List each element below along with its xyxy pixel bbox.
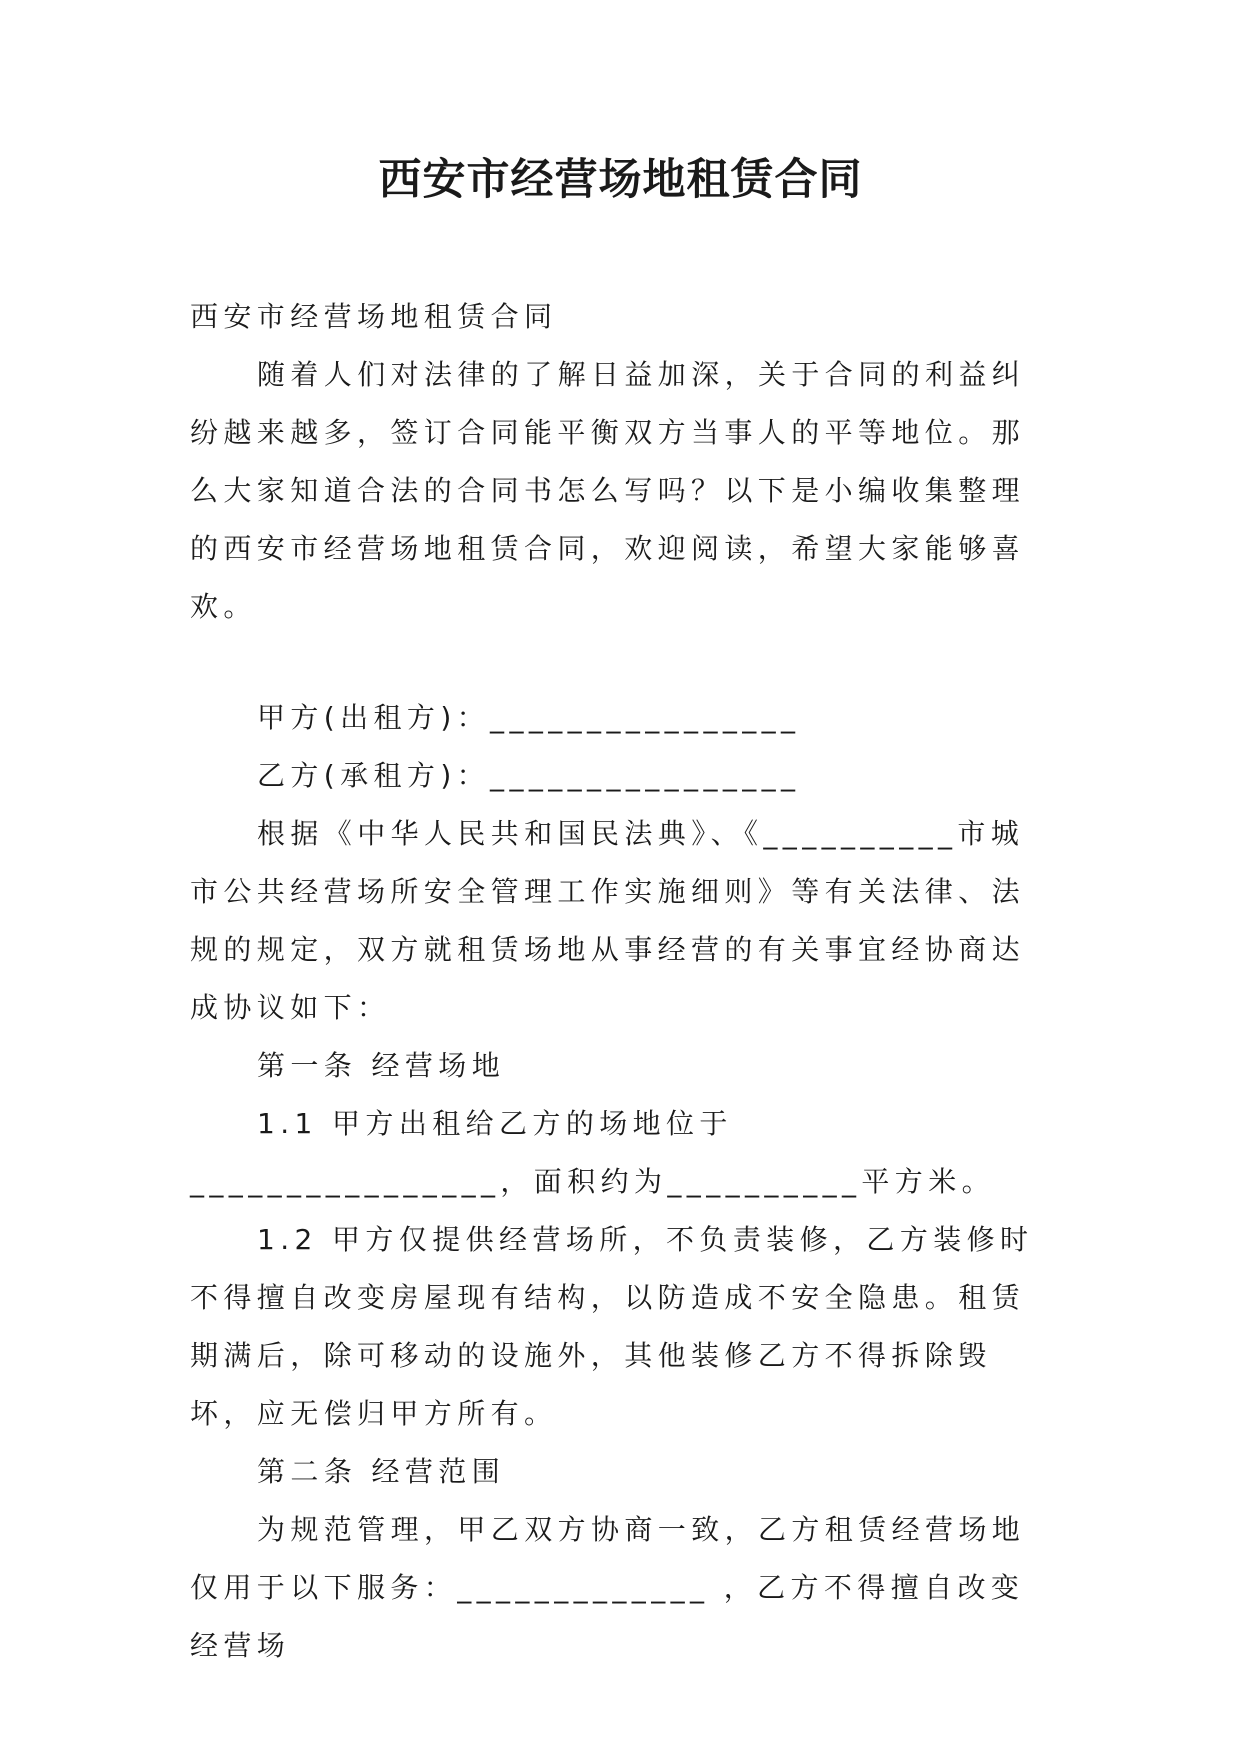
document-body — [190, 288, 1052, 1675]
party-b-line: 乙方(承租方)：________________ — [257, 759, 801, 792]
paragraph-subtitle: 西安市经营场地租赁合同 — [190, 300, 558, 333]
party-a-line: 甲方(出租方)：________________ — [257, 701, 801, 734]
clause-1-2: 1.2 甲方仅提供经营场所，不负责装修，乙方装修时不得擅自改变房屋现有结构，以防造成不安全隐患。租赁期满后，除可移动的设施外，其他装修乙方不得拆除毁坏，应无偿归甲方所有。 — [190, 1223, 1034, 1430]
document-title: 西安市经营场地租赁合同 — [378, 155, 863, 205]
paragraph-spacer — [190, 636, 1052, 689]
clause-1-1: 1.1 甲方出租给乙方的场地位于________________，面积约为__________平方米。 — [190, 1107, 996, 1198]
article-1-heading: 第一条 经营场地 — [257, 1049, 506, 1082]
paragraph-intro: 随着人们对法律的了解日益加深，关于合同的利益纠纷越来越多，签订合同能平衡双方当事人的平等地位。那么大家知道合法的合同书怎么写吗？以下是小编收集整理的西安市经营场地租赁合同，欢迎阅读，希望大家能够喜欢。 — [190, 358, 1026, 623]
article-2-heading: 第二条 经营范围 — [257, 1455, 506, 1488]
paragraph-legal-basis: 根据《中华人民共和国民法典》、《__________市城市公共经营场所安全管理工作实施细则》等有关法律、法规的规定，双方就租赁场地从事经营的有关事宜经协商达成协议如下： — [190, 817, 1026, 1024]
article-2-body: 为规范管理，甲乙双方协商一致，乙方租赁经营场地仅用于以下服务：_____________ ，乙方不得擅自改变经营场 — [190, 1513, 1026, 1662]
